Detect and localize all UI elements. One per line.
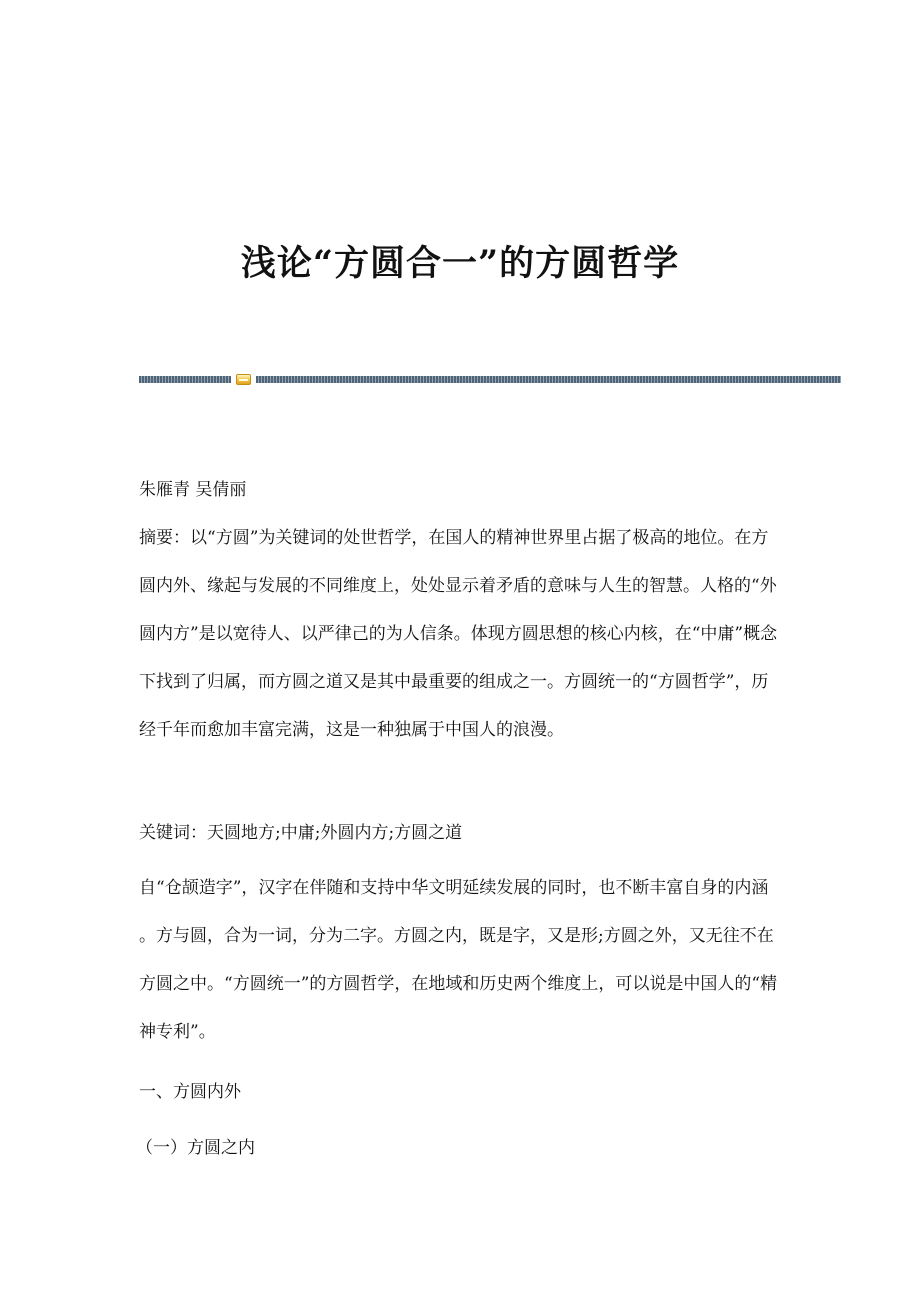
subsection-heading: （一）方圆之内 <box>136 1138 255 1158</box>
divider-bar-left <box>139 376 231 383</box>
section-heading: 一、方圆内外 <box>139 1082 241 1102</box>
authors: 朱雁青 吴倩丽 <box>139 480 247 500</box>
abstract: 摘要：以“方圆”为关键词的处世哲学，在国人的精神世界里占据了极高的地位。在方圆内外、缘起与发展的不同维度上，处处显示着矛盾的意味与人生的智慧。人格的“外圆内方”是以宽待人、以严律己的为人信条。体现方圆思想的核心内核，在“中庸”概念下找到了归属，而方圆之道又是其中最重要的组成之一。方圆统一的“方圆哲学”，历经千年而愈加丰富完满，这是一种独属于中国人的浪漫。 <box>139 528 778 740</box>
document-title: 浅论“方圆合一”的方圆哲学 <box>240 243 680 285</box>
title-divider <box>139 374 841 386</box>
divider-bar-right <box>256 376 841 383</box>
keywords: 关键词：天圆地方;中庸;外圆内方;方圆之道 <box>139 823 463 843</box>
divider-ornament-icon <box>236 374 251 385</box>
body-paragraph: 自“仓颉造字”，汉字在伴随和支持中华文明延续发展的同时，也不断丰富自身的内涵 。方与圆，合为一词，分为二字。方圆之内，既是字，又是形;方圆之外，又无往不在方圆之中。“方圆统一”的方圆哲学，在地域和历史两个维度上，可以说是中国人的“精神专利”。 <box>139 878 778 1042</box>
